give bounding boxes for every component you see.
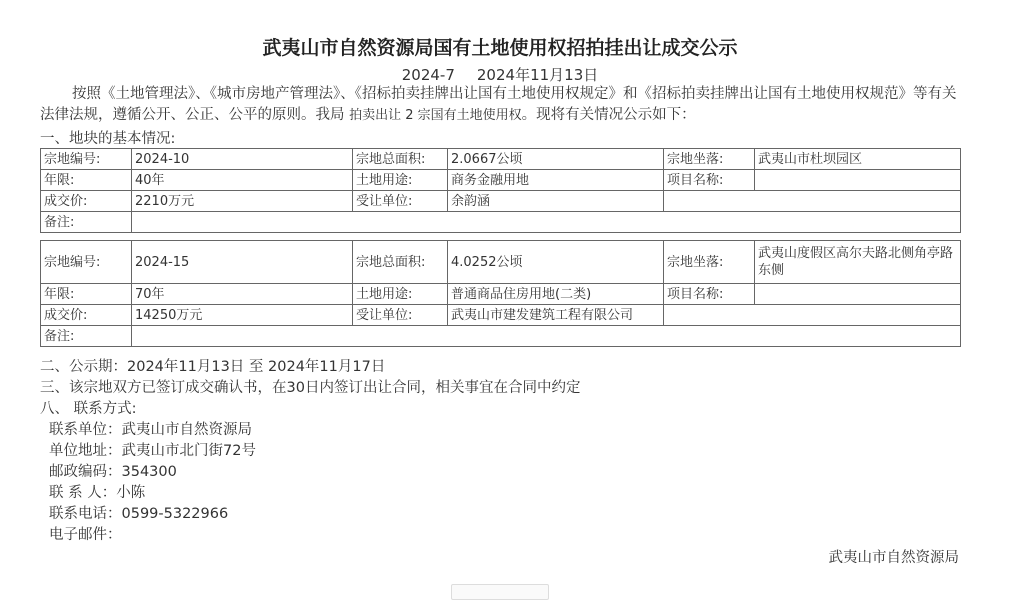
intro-paragraph: [40, 84, 965, 126]
empty-cell: [664, 305, 961, 326]
announcement-number: 2024-7: [401, 66, 455, 84]
buyer-value: 余韵涵: [448, 191, 664, 212]
price-value: 14250万元: [132, 305, 353, 326]
location-label: 宗地坐落:: [664, 149, 755, 170]
table-row: [41, 305, 961, 326]
project-value: [755, 284, 961, 305]
section-3-contract-note: 三、该宗地双方已签订成交确认书，在30日内签订出让合同，相关事宜在合同中约定: [40, 380, 581, 396]
contact-unit: 联系单位：武夷山市自然资源局: [49, 422, 252, 438]
signature: 武夷山市自然资源局: [828, 550, 959, 566]
location-value: 武夷山度假区高尔夫路北侧角亭路东侧: [755, 241, 961, 284]
pagination-control[interactable]: [451, 584, 549, 600]
section-2-publicity-period: 二、公示期：2024年11月13日 至 2024年11月17日: [40, 359, 386, 375]
remark-value: [132, 326, 961, 347]
plot-no-value: 2024-10: [132, 149, 353, 170]
table-row: [41, 212, 961, 233]
use-value: 普通商品住房用地(二类): [448, 284, 664, 305]
term-value: 40年: [132, 170, 353, 191]
plot-table-1: [40, 148, 961, 233]
use-label: 土地用途:: [353, 170, 448, 191]
remark-label: 备注:: [41, 212, 132, 233]
plot-no-label: 宗地编号:: [41, 241, 132, 284]
buyer-label: 受让单位:: [353, 191, 448, 212]
table-row: [41, 191, 961, 212]
location-value: 武夷山市杜坝园区: [755, 149, 961, 170]
section-8-heading: 八、 联系方式:: [40, 401, 137, 417]
intro-text-b: 拍卖出让 2 宗国有土地使用权: [349, 108, 522, 123]
buyer-label: 受让单位:: [353, 305, 448, 326]
area-value: 4.0252公顷: [448, 241, 664, 284]
term-value: 70年: [132, 284, 353, 305]
page-title: 武夷山市自然资源局国有土地使用权招拍挂出让成交公示: [262, 37, 738, 59]
contact-address: 单位地址：武夷山市北门街72号: [49, 443, 256, 459]
project-value: [755, 170, 961, 191]
table-row: [41, 149, 961, 170]
price-label: 成交价:: [41, 191, 132, 212]
remark-label: 备注:: [41, 326, 132, 347]
buyer-value: 武夷山市建发建筑工程有限公司: [448, 305, 664, 326]
table-row: [41, 326, 961, 347]
contact-person: 联 系 人：小陈: [49, 485, 146, 501]
plot-no-label: 宗地编号:: [41, 149, 132, 170]
contact-email: 电子邮件：: [49, 527, 122, 543]
contact-info: [49, 420, 256, 546]
empty-cell: [664, 191, 961, 212]
remark-value: [132, 212, 961, 233]
plot-table-2: [40, 240, 961, 347]
plot-no-value: 2024-15: [132, 241, 353, 284]
use-value: 商务金融用地: [448, 170, 664, 191]
section-1-heading: 一、地块的基本情况:: [40, 131, 176, 147]
use-label: 土地用途:: [353, 284, 448, 305]
contact-postcode: 邮政编码：354300: [49, 464, 177, 480]
price-value: 2210万元: [132, 191, 353, 212]
area-value: 2.0667公顷: [448, 149, 664, 170]
table-row: [41, 241, 961, 284]
project-label: 项目名称:: [664, 284, 755, 305]
table-row: [41, 284, 961, 305]
project-label: 项目名称:: [664, 170, 755, 191]
location-label: 宗地坐落:: [664, 241, 755, 284]
intro-text-c: 。现将有关情况公示如下：: [521, 107, 696, 123]
area-label: 宗地总面积:: [353, 241, 448, 284]
contact-phone: 联系电话：0599-5322966: [49, 506, 229, 522]
notice-sections: [40, 357, 580, 420]
announcement-subtitle: [0, 64, 1000, 85]
intro-text-a: 按照《土地管理法》、《城市房地产管理法》、《招标拍卖挂牌出让国有土地使用权规定》和《招标拍卖挂牌出让国有土地使用权规范》等有关法律法规，遵循公开、公正、公平的原则。我局: [40, 86, 957, 123]
price-label: 成交价:: [41, 305, 132, 326]
table-row: [41, 170, 961, 191]
term-label: 年限:: [41, 284, 132, 305]
term-label: 年限:: [41, 170, 132, 191]
area-label: 宗地总面积:: [353, 149, 448, 170]
announcement-date: 2024年11月13日: [476, 66, 599, 84]
